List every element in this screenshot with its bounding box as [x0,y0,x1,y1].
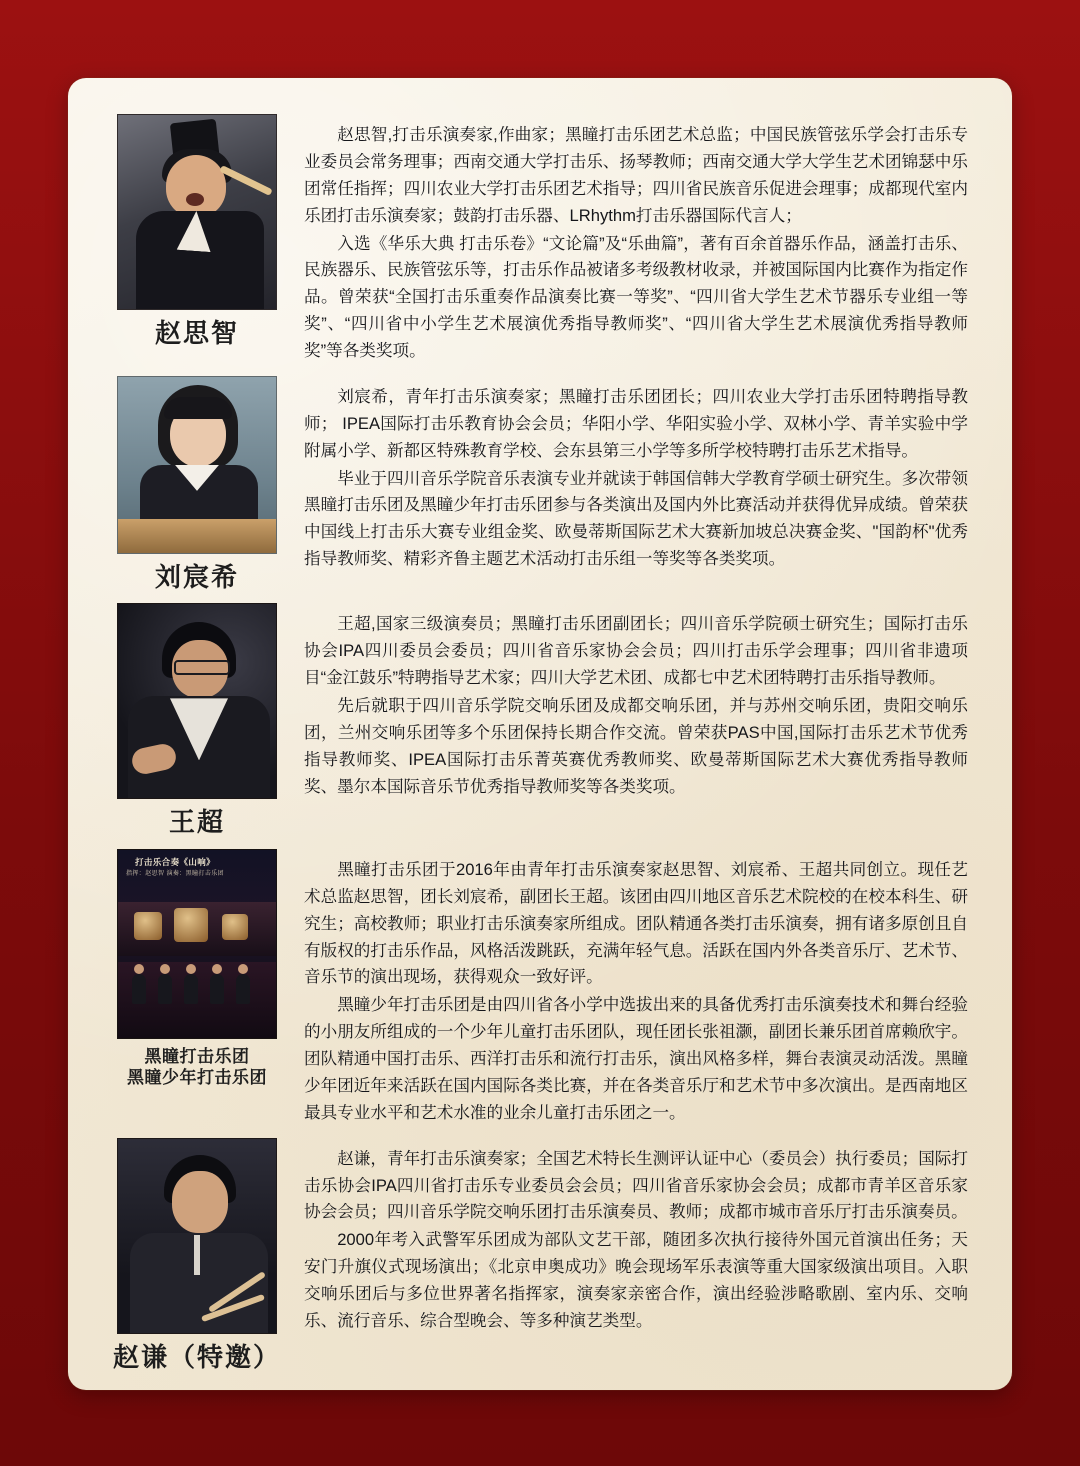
performer-photo-zhao-qian [117,1138,277,1334]
bio-paragraph: 黑瞳少年打击乐团是由四川省各小学中选拔出来的具备优秀打击乐演奏技术和舞台经验的小朋友所组成的一个少年儿童打击乐团队，现任团长张祖灏，副团长兼乐团首席赖欣宇。团队精通中国打击乐、西洋打击乐和流行打击乐，演出风格多样，舞台表演灵动活泼。黑瞳少年团近年来活跃在国内国际各类比赛，并在各类音乐厅和艺术节中多次演出。是西南地区最具专业水平和艺术水准的业余儿童打击乐团之一。 [304,995,968,1122]
bio-paragraph: 王超,国家三级演奏员；黑瞳打击乐团副团长；四川音乐学院硕士研究生；国际打击乐协会IPA四川委员会委员；四川省音乐家协会会员；四川打击乐学会理事；四川省非遗项目“金江鼓乐”特聘指导艺术家；四川大学艺术团、成都七中艺术团特聘打击乐指导教师。 [304,614,968,688]
profile-entry [102,114,972,366]
profile-bio [292,1138,972,1336]
bio-paragraph: 黑瞳打击乐团于2016年由青年打击乐演奏家赵思智、刘宸希、王超共同创立。现任艺术总监赵思智，团长刘宸希，副团长王超。该团由四川地区音乐艺术院校的在校本科生、研究生；高校教师；职业打击乐演奏家所组成。团队精通各类打击乐演奏，拥有诸多原创且自有版权的打击乐作品，风格活泼跳跃，充满年轻气息。活跃在国内外各类音乐厅、艺术节、音乐节的演出现场，获得观众一致好评。 [304,859,968,987]
profile-entry [102,1138,972,1374]
profile-name: 赵谦（特邀） [112,1341,281,1372]
ensemble-photo-column [102,849,292,1089]
bio-paragraph: 毕业于四川音乐学院音乐表演专业并就读于韩国信韩大学教育学硕士研究生。多次带领黑瞳打击乐团及黑瞳少年打击乐团参与各类演出及国内外比赛活动并获得优异成绩。曾荣获中国线上打击乐大赛专业组金奖、欧曼蒂斯国际艺术大赛新加坡总决赛金奖、"国韵杯"优秀指导教师奖、精彩齐鲁主题艺术活动打击乐组一等奖等各类奖项。 [304,468,968,569]
bio-paragraph: 入选《华乐大典 打击乐卷》“文论篇”及“乐曲篇”，著有百余首器乐作品，涵盖打击乐、民族器乐、民族管弦乐等，打击乐作品被诸多考级教材收录，并被国际国内比赛作为指定作品。曾荣获“全国打击乐重奏作品演奏比赛一等奖”、“四川省大学生艺术节器乐专业组一等奖”、“四川省中小学生艺术展演优秀指导教师奖”、“四川省大学生艺术展演优秀指导教师奖”等各类奖项。 [304,233,968,360]
performer-photo-zhao-sizhi [117,114,277,310]
performer-photo-liu-chenxi [117,376,277,554]
profile-photo-column [102,603,292,839]
photo-caption-sub: 指挥：赵思智 演奏：黑瞳打击乐团 [126,870,225,877]
profile-photo-column [102,376,292,594]
ensemble-entry [102,849,972,1128]
profile-bio [292,603,972,801]
profile-bio [292,114,972,366]
profile-name: 刘宸希 [154,561,239,592]
profile-entry [102,376,972,594]
photo-caption-title: 打击乐合奏《山响》 [134,856,216,867]
profile-name: 赵思智 [154,318,239,348]
bio-paragraph: 先后就职于四川音乐学院交响乐团及成都交响乐团，并与苏州交响乐团，贵阳交响乐团，兰州交响乐团等多个乐团保持长期合作交流。曾荣获PAS中国,国际打击乐艺术节优秀指导教师奖、IPEA国际打击乐菁英赛优秀教师奖、欧曼蒂斯国际艺术大赛优秀指导教师奖、墨尔本国际音乐节优秀指导教师奖等各类奖项。 [304,696,968,796]
profile-photo-column [102,1138,292,1374]
bio-paragraph: 2000年考入武警军乐团成为部队文艺干部，随团多次执行接待外国元首演出任务；天安门升旗仪式现场演出；《北京申奥成功》晚会现场军乐表演等重大国家级演出项目。入职交响乐团后与多位世界著名指挥家，演奏家亲密合作，演出经验涉略歌剧、室内乐、交响乐、流行音乐、综合型晚会、等多种演艺类型。 [304,1230,968,1330]
bio-paragraph: 赵思智,打击乐演奏家,作曲家；黑瞳打击乐团艺术总监；中国民族管弦乐学会打击乐专业委员会常务理事；西南交通大学打击乐、扬琴教师；西南交通大学大学生艺术团锦瑟中乐团常任指挥；四川农业大学打击乐团艺术指导；四川省民族音乐促进会理事；成都现代室内乐团打击乐演奏家；鼓韵打击乐器、LRhythm打击乐器国际代言人； [304,125,968,225]
profile-entry [102,603,972,839]
profile-bio [292,376,972,574]
ensemble-name [102,1046,292,1089]
ensemble-photo-heitong [117,849,277,1039]
content-paper [68,78,1012,1390]
ensemble-name-line2: 黑瞳少年打击乐团 [127,1068,267,1088]
bio-paragraph: 赵谦，青年打击乐演奏家；全国艺术特长生测评认证中心（委员会）执行委员；国际打击乐协会IPA四川省打击乐专业委员会会员；四川省音乐家协会会员；成都市青羊区音乐家协会会员；四川音乐学院交响乐团打击乐演奏员、教师；成都市城市音乐厅打击乐演奏员。 [304,1148,968,1222]
performer-photo-wang-chao [117,603,277,799]
bio-paragraph: 刘宸希，青年打击乐演奏家；黑瞳打击乐团团长；四川农业大学打击乐团特聘指导教师； IPEA国际打击乐教育协会会员；华阳小学、华阳实验小学、双林小学、青羊实验中学附属小学、新都区特殊教育学校、会东县第三小学等多所学校特聘打击乐艺术指导。 [304,386,968,460]
ensemble-bio [292,849,972,1128]
profile-photo-column [102,114,292,350]
ensemble-name-line1: 黑瞳打击乐团 [144,1046,250,1066]
profile-name: 王超 [168,807,225,838]
